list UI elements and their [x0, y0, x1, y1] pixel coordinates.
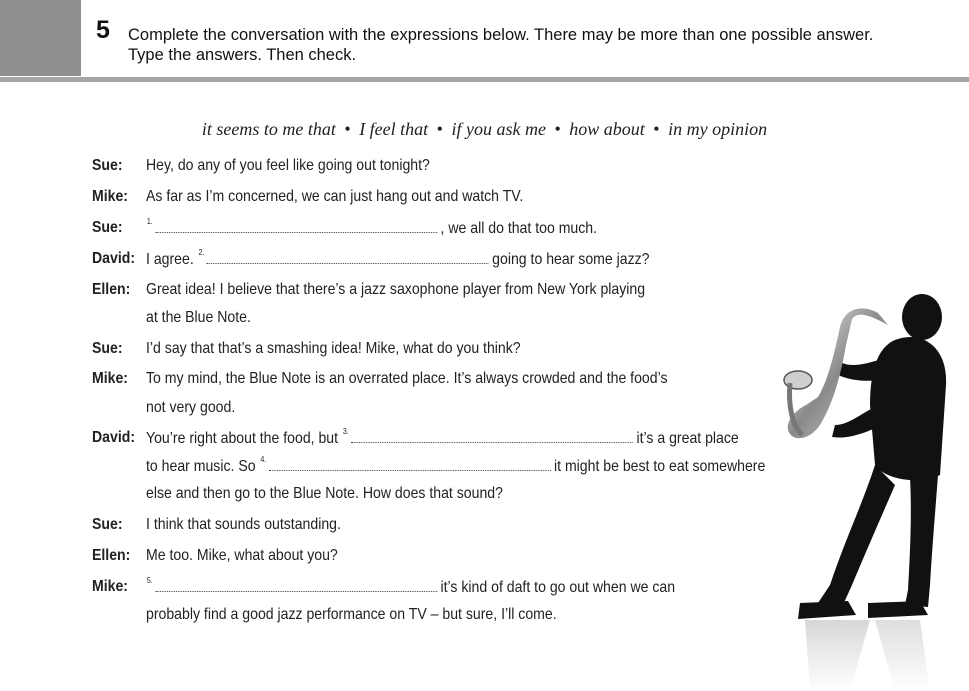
dialogue-line-continued: [146, 457, 765, 476]
dialogue-text: to hear music. So: [146, 458, 256, 475]
dialogue-line: [146, 429, 739, 448]
dialogue-line: I think that sounds outstanding.: [146, 516, 341, 533]
blank-number: 3.: [342, 427, 349, 436]
expression-bank: [0, 119, 969, 140]
speaker-label: Mike:: [92, 578, 128, 595]
dialogue-line-continued: at the Blue Note.: [146, 309, 251, 326]
dialogue-text: it’s a great place: [636, 430, 739, 447]
blank-number: 4.: [260, 455, 267, 464]
answer-blank-5[interactable]: [155, 578, 437, 592]
answer-blank-3[interactable]: [351, 429, 633, 443]
dialogue-line-continued: else and then go to the Blue Note. How does that sound?: [146, 485, 503, 502]
dialogue-line: [146, 578, 675, 597]
dialogue-text: going to hear some jazz?: [492, 251, 650, 268]
expression: if you ask me: [451, 119, 546, 139]
blank-number: 5.: [146, 576, 153, 585]
answer-blank-1[interactable]: [155, 219, 437, 233]
dialogue-line: Great idea! I believe that there’s a jazz saxophone player from New York playing: [146, 281, 646, 298]
speaker-label: Ellen:: [92, 281, 131, 298]
expression: I feel that: [359, 119, 429, 139]
blank-number: 1.: [146, 217, 153, 226]
dialogue-line: [146, 250, 650, 269]
answer-blank-4[interactable]: [269, 457, 551, 471]
bullet-separator: •: [436, 119, 443, 139]
expression: it seems to me that: [201, 119, 336, 139]
saxophone-player-image: [770, 285, 969, 691]
instruction-line-2: Type the answers. Then check.: [128, 46, 357, 64]
speaker-label: Mike:: [92, 370, 128, 387]
exercise-instruction: [128, 25, 873, 65]
dialogue-text: , we all do that too much.: [440, 220, 598, 237]
speaker-label: Sue:: [92, 219, 123, 236]
bullet-separator: •: [653, 119, 660, 139]
dialogue-text: it might be best to eat somewhere: [553, 458, 766, 475]
blank-number: 2.: [198, 248, 205, 257]
dialogue-line: Me too. Mike, what about you?: [146, 547, 338, 564]
dialogue-line: As far as I’m concerned, we can just hang out and watch TV.: [146, 188, 524, 205]
bullet-separator: •: [554, 119, 561, 139]
speaker-label: David:: [92, 250, 136, 267]
dialogue-line: To my mind, the Blue Note is an overrated place. It’s always crowded and the food’s: [146, 370, 668, 387]
dialogue-text: it’s kind of daft to go out when we can: [440, 579, 676, 596]
dialogue-text: You’re right about the food, but: [146, 430, 339, 447]
dialogue-line: [146, 219, 597, 238]
dialogue-text: I agree.: [146, 251, 194, 268]
speaker-label: Mike:: [92, 188, 128, 205]
dialogue-line: I’d say that that’s a smashing idea! Mike, what do you think?: [146, 340, 521, 357]
expression: how about: [569, 119, 645, 139]
exercise-number: 5: [96, 16, 110, 44]
speaker-label: Sue:: [92, 340, 123, 357]
header-divider: [0, 77, 969, 82]
speaker-label: Sue:: [92, 516, 123, 533]
dialogue-line: Hey, do any of you feel like going out tonight?: [146, 157, 430, 174]
expression: in my opinion: [668, 119, 768, 139]
exercise-header: [0, 0, 969, 78]
dialogue-line-continued: not very good.: [146, 399, 236, 416]
speaker-label: David:: [92, 429, 136, 446]
bullet-separator: •: [344, 119, 351, 139]
header-tab-block: [0, 0, 81, 76]
speaker-label: Ellen:: [92, 547, 131, 564]
dialogue-line-continued: probably find a good jazz performance on TV – but sure, I’ll come.: [146, 606, 557, 623]
instruction-line-1: Complete the conversation with the expressions below. There may be more than one possible answer.: [128, 26, 874, 44]
speaker-label: Sue:: [92, 157, 123, 174]
answer-blank-2[interactable]: [207, 250, 489, 264]
